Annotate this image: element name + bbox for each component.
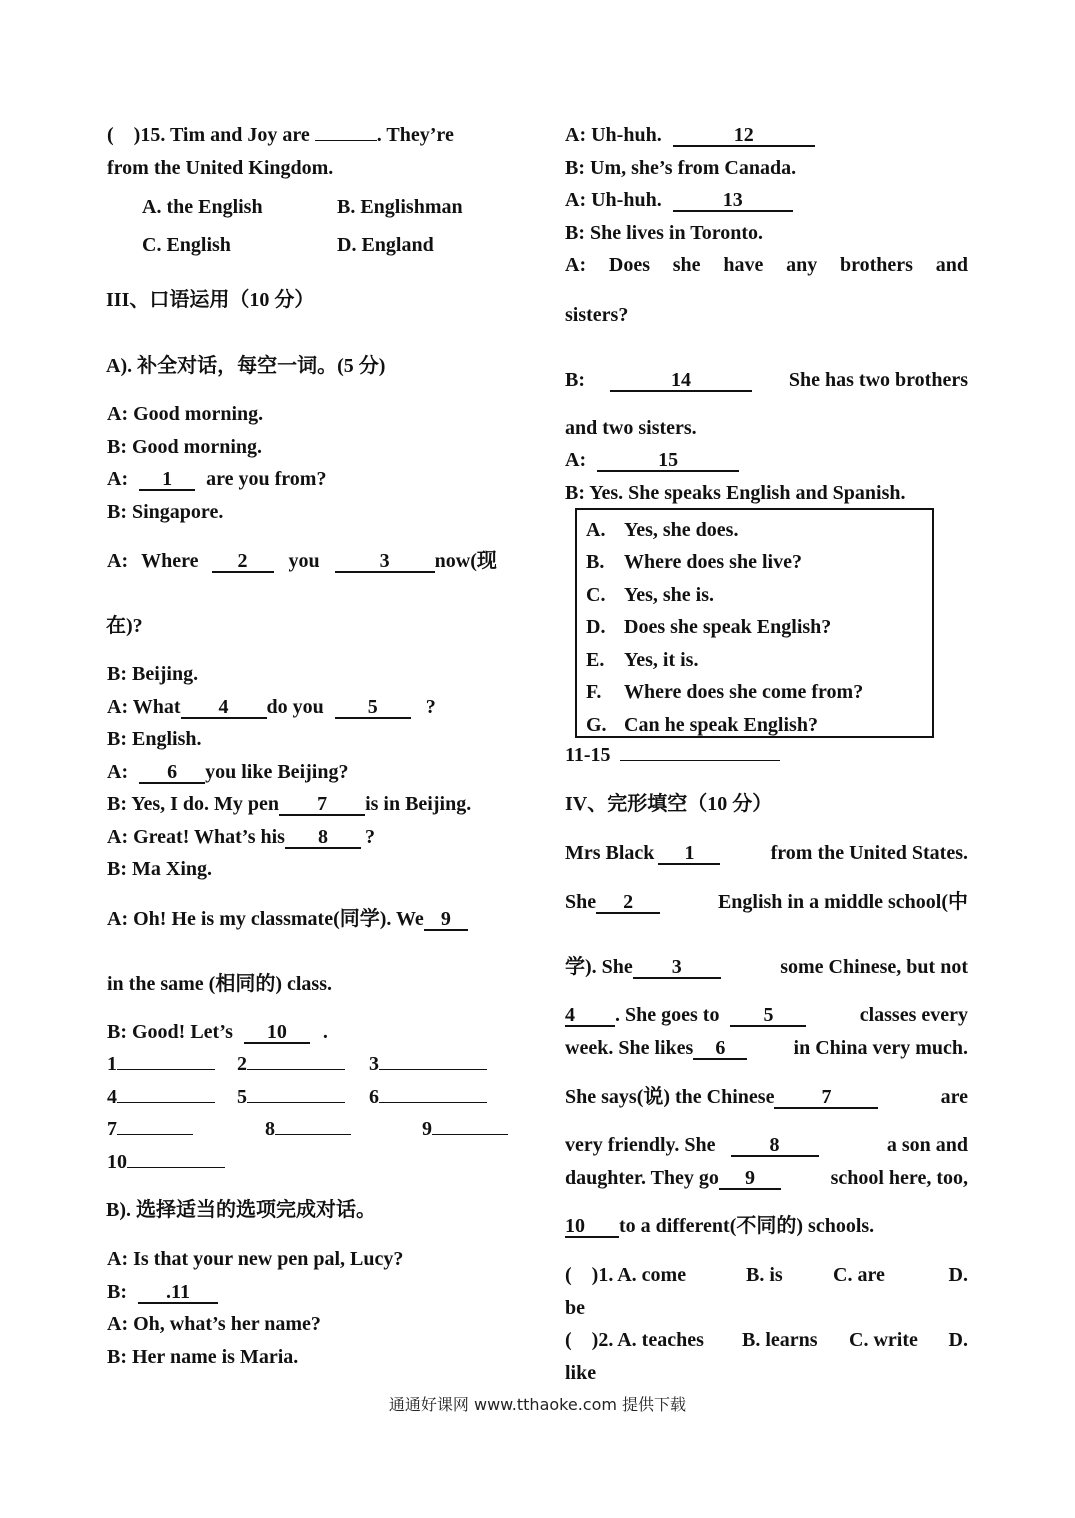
- dialogue-line: B: Yes. She speaks English and Spanish.: [565, 482, 906, 504]
- answer-blank[interactable]: 14: [610, 370, 752, 392]
- dialogue-line: 在)?: [106, 615, 143, 637]
- dialogue-line: A: 6 you like Beijing?: [107, 761, 349, 783]
- answer-slot[interactable]: 6: [369, 1085, 487, 1109]
- dialogue-line: and two sisters.: [565, 417, 697, 439]
- options-box: [575, 508, 934, 738]
- option-item: C. Yes, she is.: [586, 584, 715, 606]
- dialogue-line: A: Where 2 you 3 now(现: [107, 550, 497, 572]
- option-d: D. England: [337, 234, 434, 256]
- option-a: A. the English: [142, 196, 263, 218]
- answer-blank[interactable]: 1: [658, 843, 720, 865]
- answer-slot[interactable]: 8: [265, 1117, 351, 1141]
- dialogue-line: in the same (相同的) class.: [107, 973, 332, 995]
- option-item: B. Where does she live?: [586, 551, 802, 573]
- dialogue-line: B: 14 She has two brothers: [565, 369, 968, 391]
- answer-blank[interactable]: 10: [244, 1022, 310, 1044]
- passage-line: Mrs Black 1 from the United States.: [565, 842, 968, 864]
- option-item: E. Yes, it is.: [586, 649, 699, 671]
- answer-blank[interactable]: 5: [730, 1005, 806, 1027]
- passage-line: daughter. They go 9 school here, too,: [565, 1167, 968, 1189]
- answer-slot[interactable]: 4: [107, 1085, 215, 1109]
- dialogue-line: B: Good! Let’s 10 .: [107, 1021, 328, 1043]
- passage-line: She says(说) the Chinese 7 are: [565, 1086, 968, 1108]
- dialogue-line: A: Good morning.: [107, 403, 264, 425]
- dialogue-line: B: Her name is Maria.: [107, 1346, 299, 1368]
- answer-blank[interactable]: 7: [774, 1087, 878, 1109]
- answer-blank[interactable]: .11: [138, 1282, 218, 1304]
- answer-blank[interactable]: 4: [565, 1005, 615, 1027]
- passage-line: 10 to a different(不同的) schools.: [565, 1215, 875, 1237]
- answer-slot[interactable]: 7: [107, 1117, 193, 1141]
- passage-line: week. She likes 6 in China very much.: [565, 1037, 968, 1059]
- answer-slot[interactable]: 11-15: [565, 743, 780, 767]
- answer-blank[interactable]: 10: [565, 1216, 619, 1238]
- dialogue-line: B: Um, she’s from Canada.: [565, 157, 797, 179]
- mc-question-1-cont: be: [565, 1297, 585, 1319]
- question-15-stem-cont: from the United Kingdom.: [107, 157, 334, 179]
- answer-blank[interactable]: 3: [633, 957, 721, 979]
- part-b-title: B). 选择适当的选项完成对话。: [106, 1199, 376, 1221]
- option-c: C. English: [142, 234, 231, 256]
- footer-text: 通通好课网 www.tthaoke.com 提供下载: [388, 1395, 687, 1414]
- answer-blank[interactable]: 6: [139, 762, 205, 784]
- answer-blank[interactable]: 6: [693, 1038, 747, 1060]
- answer-blank[interactable]: [315, 140, 377, 141]
- answer-slot[interactable]: 10: [107, 1150, 225, 1174]
- section-3-title: III、口语运用（10 分）: [106, 289, 315, 311]
- option-item: G. Can he speak English?: [586, 714, 818, 736]
- passage-line: She 2 English in a middle school(中: [565, 891, 968, 913]
- option-item: D. Does she speak English?: [586, 616, 832, 638]
- answer-blank[interactable]: 9: [719, 1168, 781, 1190]
- mc-question-2-cont: like: [565, 1362, 597, 1384]
- answer-blank[interactable]: 1: [139, 469, 195, 491]
- answer-blank[interactable]: 8: [285, 827, 361, 849]
- dialogue-line: A: Oh, what’s her name?: [107, 1313, 321, 1335]
- answer-blank[interactable]: 5: [335, 697, 411, 719]
- answer-blank[interactable]: 2: [596, 892, 660, 914]
- option-item: A. Yes, she does.: [586, 519, 739, 541]
- mc-question-2: ( )2. A. teaches B. learns C. write D.: [565, 1329, 968, 1351]
- mc-question-1: ( )1. A. come B. is C. are D.: [565, 1264, 968, 1286]
- answer-blank[interactable]: 12: [673, 125, 815, 147]
- dialogue-line: A: Uh-huh. 12: [565, 123, 815, 147]
- answer-blank[interactable]: 7: [279, 794, 365, 816]
- dialogue-line: B: She lives in Toronto.: [565, 222, 764, 244]
- dialogue-line: A: Uh-huh. 13: [565, 188, 793, 212]
- answer-slot[interactable]: 5: [237, 1085, 345, 1109]
- answer-slot[interactable]: 9: [422, 1117, 508, 1141]
- answer-blank[interactable]: 4: [181, 697, 267, 719]
- dialogue-line: B: Ma Xing.: [107, 858, 212, 880]
- answer-slot[interactable]: 3: [369, 1052, 487, 1076]
- dialogue-line: sisters?: [565, 304, 629, 326]
- dialogue-line: A: Is that your new pen pal, Lucy?: [107, 1248, 404, 1270]
- answer-blank[interactable]: 8: [731, 1135, 819, 1157]
- dialogue-line: B: .11: [107, 1280, 218, 1304]
- dialogue-line: A: 15: [565, 448, 739, 472]
- dialogue-line: A: Oh! He is my classmate(同学). We 9: [107, 907, 468, 931]
- dialogue-line: A: Great! What’s his 8 ?: [107, 826, 375, 848]
- dialogue-line: A: What 4 do you 5 ?: [107, 696, 436, 718]
- passage-line: very friendly. She 8 a son and: [565, 1134, 968, 1156]
- answer-slot[interactable]: 2: [237, 1052, 345, 1076]
- dialogue-line: B: Singapore.: [107, 501, 224, 523]
- answer-blank[interactable]: 15: [597, 450, 739, 472]
- dialogue-line: B: Good morning.: [107, 436, 263, 458]
- dialogue-line: A: Does she have any brothers and: [565, 254, 968, 276]
- answer-blank[interactable]: 13: [673, 190, 793, 212]
- dialogue-line: B: Beijing.: [107, 663, 199, 685]
- question-15-stem: ( )15. Tim and Joy are . They’re: [107, 124, 454, 146]
- passage-line: 4 . She goes to 5 classes every: [565, 1004, 968, 1026]
- answer-blank[interactable]: 2: [212, 551, 274, 573]
- dialogue-line: B: Yes, I do. My pen 7 is in Beijing.: [107, 793, 472, 815]
- answer-slot[interactable]: 1: [107, 1052, 215, 1076]
- dialogue-line: A: 1 are you from?: [107, 468, 327, 490]
- answer-blank[interactable]: 3: [335, 551, 435, 573]
- option-item: F. Where does she come from?: [586, 681, 864, 703]
- passage-line: 学). She 3 some Chinese, but not: [565, 956, 968, 978]
- dialogue-line: B: English.: [107, 728, 202, 750]
- part-a-title: A). 补全对话，每空一词。(5 分): [106, 355, 386, 377]
- answer-blank[interactable]: 9: [424, 909, 468, 931]
- option-b: B. Englishman: [337, 196, 463, 218]
- section-4-title: IV、完形填空（10 分）: [565, 793, 773, 815]
